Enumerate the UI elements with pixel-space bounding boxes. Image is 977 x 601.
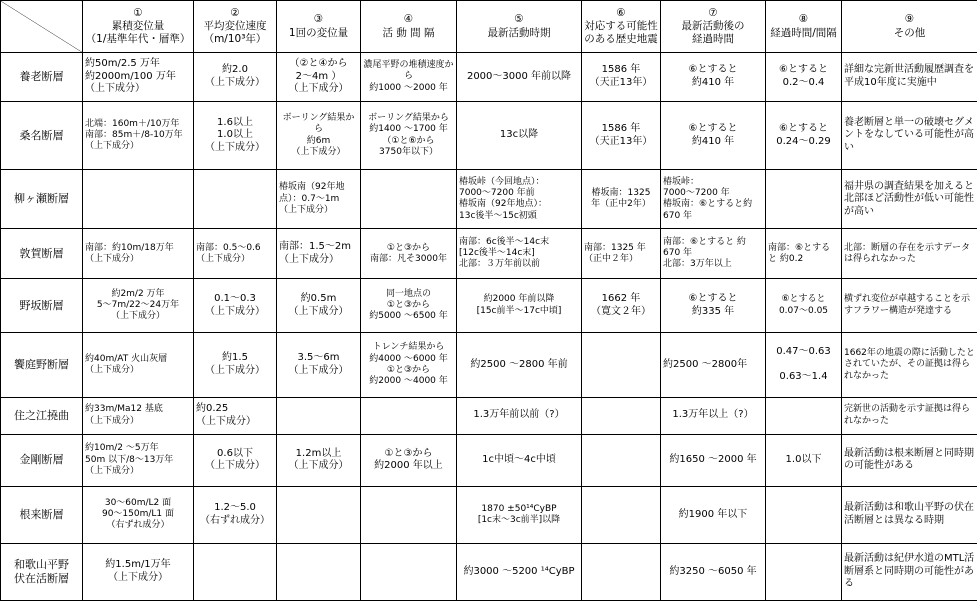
- cell-other: 養老断層と単一の破壊セグメントをなしている可能性が高い: [842, 101, 977, 170]
- cell-cumulative-displacement: 約50m/2.5 万年 約2000m/100 万年 （上下成分）: [83, 53, 194, 102]
- table-row: [1, 543, 977, 600]
- header-label: 1回の変位量: [288, 26, 349, 39]
- header-label: 対応する可能性 のある歴史地震: [584, 19, 658, 46]
- fault-name: 養老断層: [1, 53, 83, 102]
- cell-single-displacement: 3.5～6m （上下成分）: [277, 333, 361, 397]
- header-elapsed-ratio: [766, 1, 842, 53]
- cell-average-rate: 0.1～0.3 （上下成分）: [194, 279, 277, 333]
- cell-cumulative-displacement: 北端：160m＋/10万年 南部：85m＋/8-10万年 （上下成分）: [83, 101, 194, 170]
- header-label: 活 動 間 隔: [382, 26, 435, 39]
- cell-average-rate: 約0.25 （上下成分）: [194, 397, 277, 434]
- header-single-displacement: [277, 1, 361, 53]
- cell-elapsed-time: 南部：⑥とすると 約670 年 北部：3万年以上: [661, 229, 766, 279]
- header-number: ②: [230, 6, 240, 19]
- cell-latest-activity: 13c以降: [457, 101, 582, 170]
- cell-single-displacement: 椿坂南（92年地点）：0.7～1m （上下成分）: [277, 170, 361, 229]
- cell-average-rate: 0.6以下 （上下成分）: [194, 434, 277, 486]
- cell-recurrence-interval: トレンチ結果から 約4000 ～6000 年 ①と③から 約2000 ～4000 年: [361, 333, 457, 397]
- cell-latest-activity: 約2000 年前以降 [15c前半～17c中頃]: [457, 279, 582, 333]
- header-number: ⑨: [904, 13, 915, 26]
- cell-historical-earthquake: 1662 年 （寛文２年）: [582, 279, 661, 333]
- cell-historical-earthquake: [582, 486, 661, 543]
- table-row: [1, 486, 977, 543]
- cell-elapsed-ratio: [766, 486, 842, 543]
- cell-average-rate: 約2.0 （上下成分）: [194, 53, 277, 102]
- cell-recurrence-interval: 同一地点の ①と③から 約5000 ～6500 年: [361, 279, 457, 333]
- cell-elapsed-time: 約1650 ～2000 年: [661, 434, 766, 486]
- cell-latest-activity: 2000～3000 年前以降: [457, 53, 582, 102]
- cell-other: 北部：断層の存在を示すデータは得られなかった: [842, 229, 977, 279]
- cell-elapsed-time: 約3250 ～6050 年: [661, 543, 766, 600]
- cell-average-rate: 1.6以上 1.0以上 （上下成分）: [194, 101, 277, 170]
- cell-other: 1662年の地震の際に活動したとされていたが、その証拠は得られなかった: [842, 333, 977, 397]
- cell-elapsed-ratio: 南部：⑥とすると 約0.2: [766, 229, 842, 279]
- cell-cumulative-displacement: 約1.5m/1万年 （上下成分）: [83, 543, 194, 600]
- cell-elapsed-ratio: 1.0以下: [766, 434, 842, 486]
- header-number: ③: [313, 13, 324, 26]
- cell-historical-earthquake: 1586 年 （天正13年）: [582, 101, 661, 170]
- header-cumulative-displacement: [83, 1, 194, 53]
- cell-historical-earthquake: 椿坂南：1325 年（正中2年）: [582, 170, 661, 229]
- table-row: [1, 101, 977, 170]
- fault-name: 金剛断層: [1, 434, 83, 486]
- cell-elapsed-ratio: 0.47～0.63 0.63～1.4: [766, 333, 842, 397]
- cell-other: 福井県の調査結果を加えると北部ほど活動性が低い可能性が高い: [842, 170, 977, 229]
- corner-cell: [1, 1, 83, 53]
- cell-recurrence-interval: [361, 170, 457, 229]
- fault-name: 野坂断層: [1, 279, 83, 333]
- cell-latest-activity: 南部：6c後半～14c末 [12c後半～14c末] 北部：３万年前以前: [457, 229, 582, 279]
- cell-latest-activity: 約3000 ～5200 ¹⁴CyBP: [457, 543, 582, 600]
- cell-other: 横ずれ変位が卓越することを示すフラワー構造が発達する: [842, 279, 977, 333]
- cell-cumulative-displacement: 南部：約10m/18万年 （上下成分）: [83, 229, 194, 279]
- cell-latest-activity: 椿坂峠（今回地点）： 7000～7200 年前 椿坂南（92年地点）： 13c後半～15c初頭: [457, 170, 582, 229]
- cell-other: 最新活動は和歌山平野の伏在活断層とは異なる時期: [842, 486, 977, 543]
- fault-name: 根来断層: [1, 486, 83, 543]
- header-historical-earthquake: [582, 1, 661, 53]
- fault-name: 桑名断層: [1, 101, 83, 170]
- header-label: 経過時間/間隔: [770, 26, 837, 39]
- cell-elapsed-time: 椿坂峠： 7000～7200 年 椿坂南：⑥とすると約670 年: [661, 170, 766, 229]
- cell-average-rate: 南部：0.5～0.6 （上下成分）: [194, 229, 277, 279]
- cell-recurrence-interval: [361, 397, 457, 434]
- cell-latest-activity: 1870 ±50¹⁴CyBP [1c末～3c前半]以降: [457, 486, 582, 543]
- cell-single-displacement: [277, 397, 361, 434]
- table-row: [1, 229, 977, 279]
- header-label: 最新活動後の 経過時間: [681, 19, 745, 46]
- cell-elapsed-ratio: ⑥とすると 0.2～0.4: [766, 53, 842, 102]
- cell-elapsed-time: ⑥とすると 約410 年: [661, 53, 766, 102]
- header-recurrence-interval: [361, 1, 457, 53]
- table-row: [1, 170, 977, 229]
- cell-recurrence-interval: ①と③から 約2000 年以上: [361, 434, 457, 486]
- cell-average-rate: [194, 543, 277, 600]
- cell-elapsed-ratio: [766, 397, 842, 434]
- cell-other: 完新世の活動を示す証拠は得られなかった: [842, 397, 977, 434]
- cell-elapsed-time: ⑥とすると 約410 年: [661, 101, 766, 170]
- cell-cumulative-displacement: 30～60m/L2 面 90～150m/L1 面 （右ずれ成分）: [83, 486, 194, 543]
- cell-historical-earthquake: [582, 333, 661, 397]
- fault-name: 饗庭野断層: [1, 333, 83, 397]
- cell-recurrence-interval: ボーリング結果から 約1400 ～1700 年 （①と⑥から 3750年以下）: [361, 101, 457, 170]
- header-label: 平均変位速度 （m/10³年）: [203, 19, 267, 46]
- fault-name: 敦賀断層: [1, 229, 83, 279]
- cell-elapsed-time: 約2500 ～2800年: [661, 333, 766, 397]
- cell-recurrence-interval: ①と③から 南部：凡そ3000年: [361, 229, 457, 279]
- cell-recurrence-interval: 濃尾平野の堆積速度から 約1000 ～2000 年: [361, 53, 457, 102]
- cell-single-displacement: 南部：1.5～2m （上下成分）: [277, 229, 361, 279]
- header-label: 累積変位量 （1/基準年代・層準）: [85, 19, 191, 46]
- fault-name: 柳ヶ瀬断層: [1, 170, 83, 229]
- header-label: 最新活動時期: [487, 26, 551, 39]
- cell-elapsed-time: ⑥とすると 約335 年: [661, 279, 766, 333]
- table-row: [1, 53, 977, 102]
- cell-historical-earthquake: 1586 年 （天正13年）: [582, 53, 661, 102]
- cell-historical-earthquake: [582, 543, 661, 600]
- cell-recurrence-interval: [361, 543, 457, 600]
- cell-latest-activity: 約2500 ～2800 年前: [457, 333, 582, 397]
- cell-historical-earthquake: [582, 397, 661, 434]
- table-row: [1, 279, 977, 333]
- cell-average-rate: [194, 170, 277, 229]
- cell-cumulative-displacement: 約2m/2 万年 5～7m/22～24万年 （上下成分）: [83, 279, 194, 333]
- cell-elapsed-ratio: [766, 543, 842, 600]
- cell-cumulative-displacement: 約33m/Ma12 基底 （上下成分）: [83, 397, 194, 434]
- table-row: [1, 333, 977, 397]
- header-label: その他: [893, 26, 926, 39]
- cell-average-rate: 1.2～5.0 （右ずれ成分）: [194, 486, 277, 543]
- header-number: ⑧: [798, 13, 809, 26]
- cell-single-displacement: 約0.5m （上下成分）: [277, 279, 361, 333]
- cell-other: 最新活動は紀伊水道のMTL活断層系と同時期の可能性がある: [842, 543, 977, 600]
- header-other: [842, 1, 977, 53]
- header-elapsed-time: [661, 1, 766, 53]
- table-row: [1, 397, 977, 434]
- cell-latest-activity: 1c中頃～4c中頃: [457, 434, 582, 486]
- cell-elapsed-time: 1.3万年以上（?）: [661, 397, 766, 434]
- cell-elapsed-ratio: ⑥とすると 0.07～0.05: [766, 279, 842, 333]
- header-number: ⑤: [514, 13, 524, 26]
- cell-cumulative-displacement: 約40m/AT 火山灰層 （上下成分）: [83, 333, 194, 397]
- cell-elapsed-time: 約1900 年以下: [661, 486, 766, 543]
- cell-elapsed-ratio: ⑥とすると 0.24～0.29: [766, 101, 842, 170]
- cell-single-displacement: ボーリング結果から 約6m （上下成分）: [277, 101, 361, 170]
- cell-average-rate: 約1.5 （上下成分）: [194, 333, 277, 397]
- header-number: ④: [403, 13, 414, 26]
- cell-recurrence-interval: [361, 486, 457, 543]
- table-row: [1, 434, 977, 486]
- header-number: ⑦: [708, 6, 718, 19]
- header-row: [1, 1, 977, 53]
- cell-single-displacement: [277, 543, 361, 600]
- cell-single-displacement: [277, 486, 361, 543]
- cell-single-displacement: （②と④から 2～4m ） （上下成分）: [277, 53, 361, 102]
- cell-historical-earthquake: [582, 434, 661, 486]
- fault-name: 和歌山平野 伏在活断層: [1, 543, 83, 600]
- cell-single-displacement: 1.2m以上 （上下成分）: [277, 434, 361, 486]
- header-average-rate: [194, 1, 277, 53]
- cell-latest-activity: 1.3万年前以前（?）: [457, 397, 582, 434]
- header-number: ①: [133, 6, 143, 19]
- cell-other: 詳細な完新世活動履歴調査を平成10年度に実施中: [842, 53, 977, 102]
- cell-cumulative-displacement: 約10m/2 ～5万年 50m 以下/8～13万年 （上下成分）: [83, 434, 194, 486]
- cell-other: 最新活動は根来断層と同時期の可能性がある: [842, 434, 977, 486]
- cell-historical-earthquake: 南部：1325 年 （正中２年）: [582, 229, 661, 279]
- cell-cumulative-displacement: [83, 170, 194, 229]
- cell-elapsed-ratio: [766, 170, 842, 229]
- header-latest-activity: [457, 1, 582, 53]
- fault-name: 住之江撓曲: [1, 397, 83, 434]
- header-number: ⑥: [616, 6, 626, 19]
